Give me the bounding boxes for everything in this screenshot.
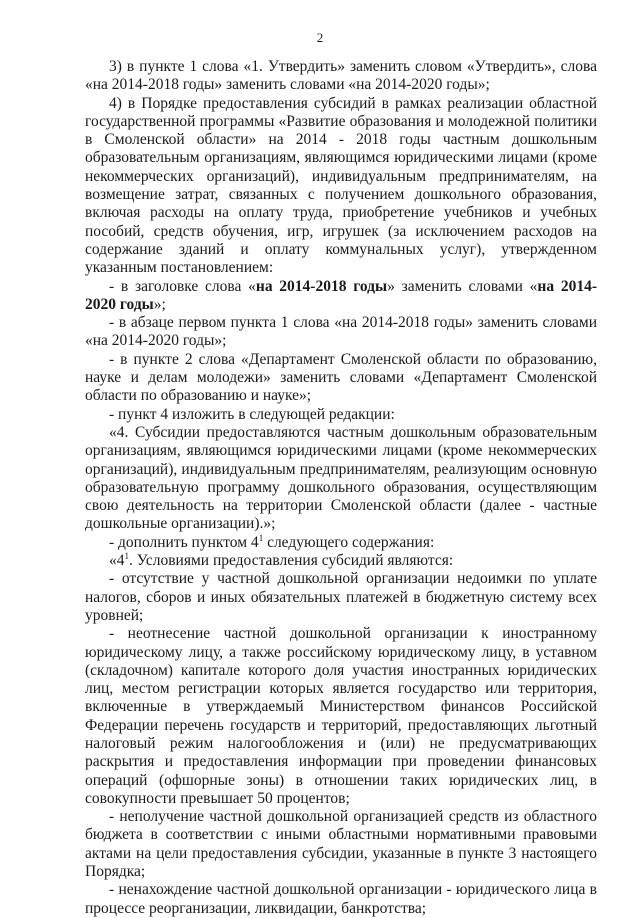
cond-superscript: 1	[124, 550, 129, 561]
paragraph-heading-change	[85, 278, 597, 315]
cond-prefix: «4	[109, 552, 125, 570]
paragraph-point-2: - в пункте 2 слова «Департамент Смоленской области по образованию, науке и делам молодежи» заменить словами «Департамент Смоленской области по образованию и науке»;	[85, 350, 597, 405]
heading-old-years: на 2014-2018 годы	[255, 277, 388, 295]
paragraph-conditions-title	[85, 552, 597, 570]
paragraph-condition-3: - неполучение частной дошкольной организацией средств из областного бюджета в соответствии с иными областными нормативными правовыми актами на цели предоставления субсидии, указанные в пункте 3 настоящего Порядка;	[85, 808, 597, 881]
heading-new-years: на 2014-2020 годы	[85, 277, 598, 313]
add41-superscript: 1	[258, 532, 264, 543]
paragraph-abzac-first: - в абзаце первом пункта 1 слова «на 2014-2018 годы» заменить словами «на 2014-2020 годы»;	[85, 314, 597, 350]
page-number: 2	[316, 30, 324, 45]
paragraph-add-point-4-1	[85, 534, 597, 552]
heading-mid: » заменить словами «	[387, 277, 538, 295]
paragraph-item-4: 4) в Порядке предоставления субсидий в рамках реализации областной государственной программы «Развитие образования и молодежной политики в Смоленской области» на 2014 - 2018 годы частным дошкольным образовательным организациям, являющимся юридическими лицами (кроме некоммерческих организаций), индивидуальным предпринимателям, на возмещение затрат, связанных с получением дошкольного образования, включая расходы на оплату труда, приобретение учебников и учебных пособий, средств обучения, игр, игрушек (за исключением расходов на содержание зданий и оплату коммунальных услуг), утвержденном указанным постановлением:	[85, 94, 597, 277]
document-body	[85, 58, 597, 918]
paragraph-condition-4: - ненахождение частной дошкольной организации - юридического лица в процессе реорганизации, ликвидации, банкротства;	[85, 881, 597, 917]
paragraph-point-4-text: «4. Субсидии предоставляются частным дошкольным образовательным организациям, являющимся юридическими лицами (кроме некоммерческих организаций), индивидуальным предпринимателям, реализующим основную образовательную программу дошкольного образования, осуществляющим свою деятельность на территории Смоленской области (далее - частные дошкольные организации).»;	[85, 423, 597, 533]
cond-suffix: . Условиями предоставления субсидий являются:	[129, 552, 454, 570]
paragraph-point-4-intro: - пункт 4 изложить в следующей редакции:	[109, 405, 395, 423]
add41-suffix: следующего содержания:	[263, 533, 435, 551]
paragraph-condition-2: - неотнесение частной дошкольной организации к иностранному юридическому лицу, а также российскому юридическому лицу, в уставном (складочном) капитале которого доля участия иностранных юридических лиц, местом регистрации которых является государство или территория, включенные в утверждаемый Министерством финансов Российской Федерации перечень государств и территорий, предоставляющих льготный налоговый режим налогообложения и (или) не предусматривающих раскрытия и предоставления информации при проведении финансовых операций (офшорные зоны) в отношении таких юридических лиц, в совокупности превышает 50 процентов;	[85, 625, 597, 807]
heading-suffix: »;	[153, 295, 166, 313]
heading-prefix: - в заголовке слова «	[109, 277, 256, 295]
paragraph-item-3: 3) в пункте 1 слова «1. Утвердить» заменить словом «Утвердить», слова «на 2014-2018 годы» заменить словами «на 2014-2020 годы»;	[85, 58, 597, 94]
add41-prefix: - дополнить пунктом 4	[109, 533, 259, 551]
paragraph-condition-1: - отсутствие у частной дошкольной организации недоимки по уплате налогов, сборов и иных обязательных платежей в бюджетную систему всех уровней;	[85, 570, 597, 624]
